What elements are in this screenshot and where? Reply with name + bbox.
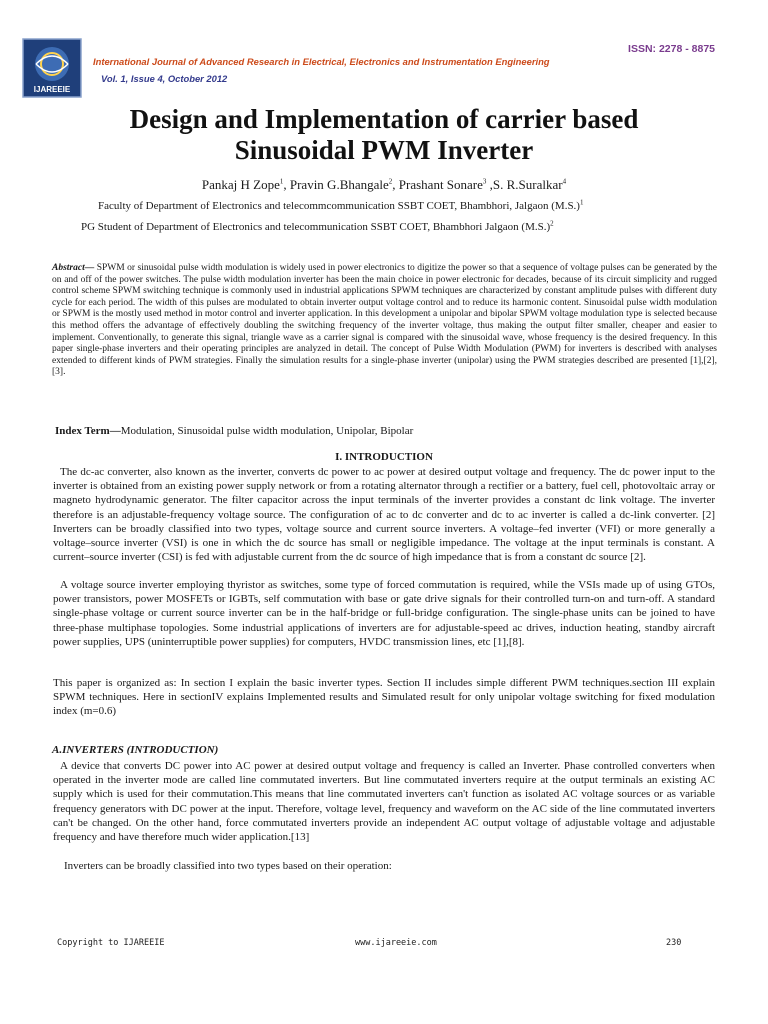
author-separator: ,: [392, 177, 399, 192]
page-number: 230: [666, 938, 682, 948]
title-line-1: Design and Implementation of carrier based: [129, 104, 639, 134]
affiliation-2-sup: 2: [550, 219, 554, 228]
journal-logo: [22, 38, 82, 98]
author-name: Prashant Sonare: [398, 177, 483, 192]
abstract-label: Abstract—: [52, 263, 95, 273]
author-separator: ,: [486, 177, 493, 192]
author-sup: 3: [482, 177, 487, 186]
section-heading-introduction: I. INTRODUCTION: [335, 451, 433, 463]
paragraph: This paper is organized as: In section I explain the basic inverter types. Section II includes simple different PWM techniques.section III explain SPWM techniques. Here in sectionIV explains Implemented results and Simulated result for only unipolar voltage switching for fixed modulation index (m=0.6): [53, 677, 715, 718]
author-separator: ,: [283, 177, 290, 192]
author-name: S. R.Suralkar: [492, 177, 563, 192]
issn: ISSN: 2278 - 8875: [628, 43, 715, 55]
affiliation-1: [98, 200, 583, 212]
paper-title: [40, 104, 728, 166]
paragraph: A voltage source inverter employing thyristor as switches, some type of forced commutation is required, while the VSIs made up of using GTOs, power transistors, power MOSFETs or IGBTs, self commutation with base or gate drive signals for their controlled turn-on and turn-off. A standard single-phase voltage or current source inverter can be in the half-bridge or full-bridge configuration. The single-phase units can be joined to have three-phase multiphase topologies. Some industrial applications of inverters are for adjustable-speed ac drives, induction heating, standby aircraft power supplies, UPS (uninterruptible power supplies) for computers, HVDC transmission lines, etc [1],[8].: [53, 579, 715, 648]
paragraph: A device that converts DC power into AC power at desired output voltage and frequency is called an Inverter. Phase controlled converters when operated in the inverter mode are called line commutated inverters. But line commutated inverters require at the output terminals an existing AC supply which is used for their commutation.This means that line commutated inverters can't function as isolated AC voltage sources or as variable frequency generators with DC power at the input. Therefore, voltage level, frequency and waveform on the AC side of the line commutated inverters can't be changed. On the other hand, force commutated inverters provide an independent AC output voltage of adjustable voltage and adjustable frequency and have therefore much wider application.[13]: [53, 760, 715, 844]
author-sup: 2: [388, 177, 393, 186]
paragraph: The dc-ac converter, also known as the inverter, converts dc power to ac power at desired output voltage and frequency. The dc power input to the inverter is obtained from an existing power supply network or from a rotating alternator through a rectifier or a battery, fuel cell, photovoltaic array or magneto hydrodynamic generator. The filter capacitor across the input terminals of the inverter provides a constant dc link voltage. The inverter therefore is an adjustable-frequency voltage source. The configuration of ac to dc converter and dc to ac inverter is called a dc-link converter. [2] Inverters can be broadly classified into two types, voltage source and current source inverters. A voltage–fed inverter (VFI) or more generally a voltage–source inverter (VSI) is one in which the dc source has small or negligible impedance. The voltage at the input terminals is constant. A current–source inverter (CSI) is fed with adjustable current from the dc source of high impedance that is from a constant dc source [2].: [53, 466, 715, 564]
author-name: Pankaj H Zope: [201, 177, 280, 192]
index-terms: [55, 425, 413, 437]
author-sup: 1: [279, 177, 284, 186]
index-terms-label: Index Term—: [55, 425, 121, 437]
subsection-heading-inverters: A.INVERTERS (INTRODUCTION): [52, 744, 219, 756]
affiliation-1-sup: 1: [579, 198, 584, 207]
affiliation-2-text: PG Student of Department of Electronics and telecommunication SSBT COET, Bhambhori Jalgaon (M.S.): [81, 221, 551, 233]
svg-text:IJAREEIE: IJAREEIE: [33, 85, 71, 94]
affiliation-1-text: Faculty of Department of Electronics and telecommcommunication SSBT COET, Bhambhori, Jalgaon (M.S.): [98, 200, 580, 212]
author-name: Pravin G.Bhangale: [289, 177, 389, 192]
paragraph: Inverters can be broadly classified into two types based on their operation:: [64, 860, 392, 872]
abstract-text: SPWM or sinusoidal pulse width modulation is widely used in power electronics to digitize the power so that a sequence of voltage pulses can be generated by the on and off of the power switches. The pulse width modulation inverter has been the main choice in power electronic for decades, because of its circuit simplicity and rugged control scheme SPWM switching technique is commonly used in industrial applications SPWM techniques are characterized by constant amplitude pulses with different duty cycle for each period. The width of this pulses are modulated to obtain inverter output voltage control and to reduce its harmonic content. Sinusoidal pulse width modulation or SPWM is the mostly used method in motor control and inverter application. In this development a unipolar and bipolar SPWM voltage modulation type is selected because this method offers the advantage of effectively doubling the switching frequency of the inverter voltage, thus making the output filter smaller, cheaper and easier to implement. Conventionally, to generate this signal, triangle wave as a carrier signal is compared with the sinusoidal wave, whose frequency is the desired frequency. In this paper single-phase inverters and their operating principles are analyzed in detail. The concept of Pulse Width Modulation (PWM) for inverters is described with analyses extended to different kinds of PWM strategies. Finally the simulation results for a single-phase inverter (unipolar) using the PWM strategies described are presented [1],[2],[3].: [52, 263, 717, 378]
footer-website: www.ijareeie.com: [355, 938, 437, 948]
volume-issue: Vol. 1, Issue 4, October 2012: [101, 73, 228, 84]
abstract: [52, 263, 717, 379]
index-terms-text: Modulation, Sinusoidal pulse width modulation, Unipolar, Bipolar: [120, 425, 414, 437]
title-line-2: Sinusoidal PWM Inverter: [234, 135, 534, 165]
footer-copyright: Copyright to IJAREEIE: [57, 938, 165, 948]
author-list: [40, 177, 728, 193]
author-sup: 4: [562, 177, 567, 186]
journal-name: International Journal of Advanced Research in Electrical, Electronics and Instrumentation Engineering: [93, 56, 550, 67]
affiliation-2: [81, 221, 554, 233]
